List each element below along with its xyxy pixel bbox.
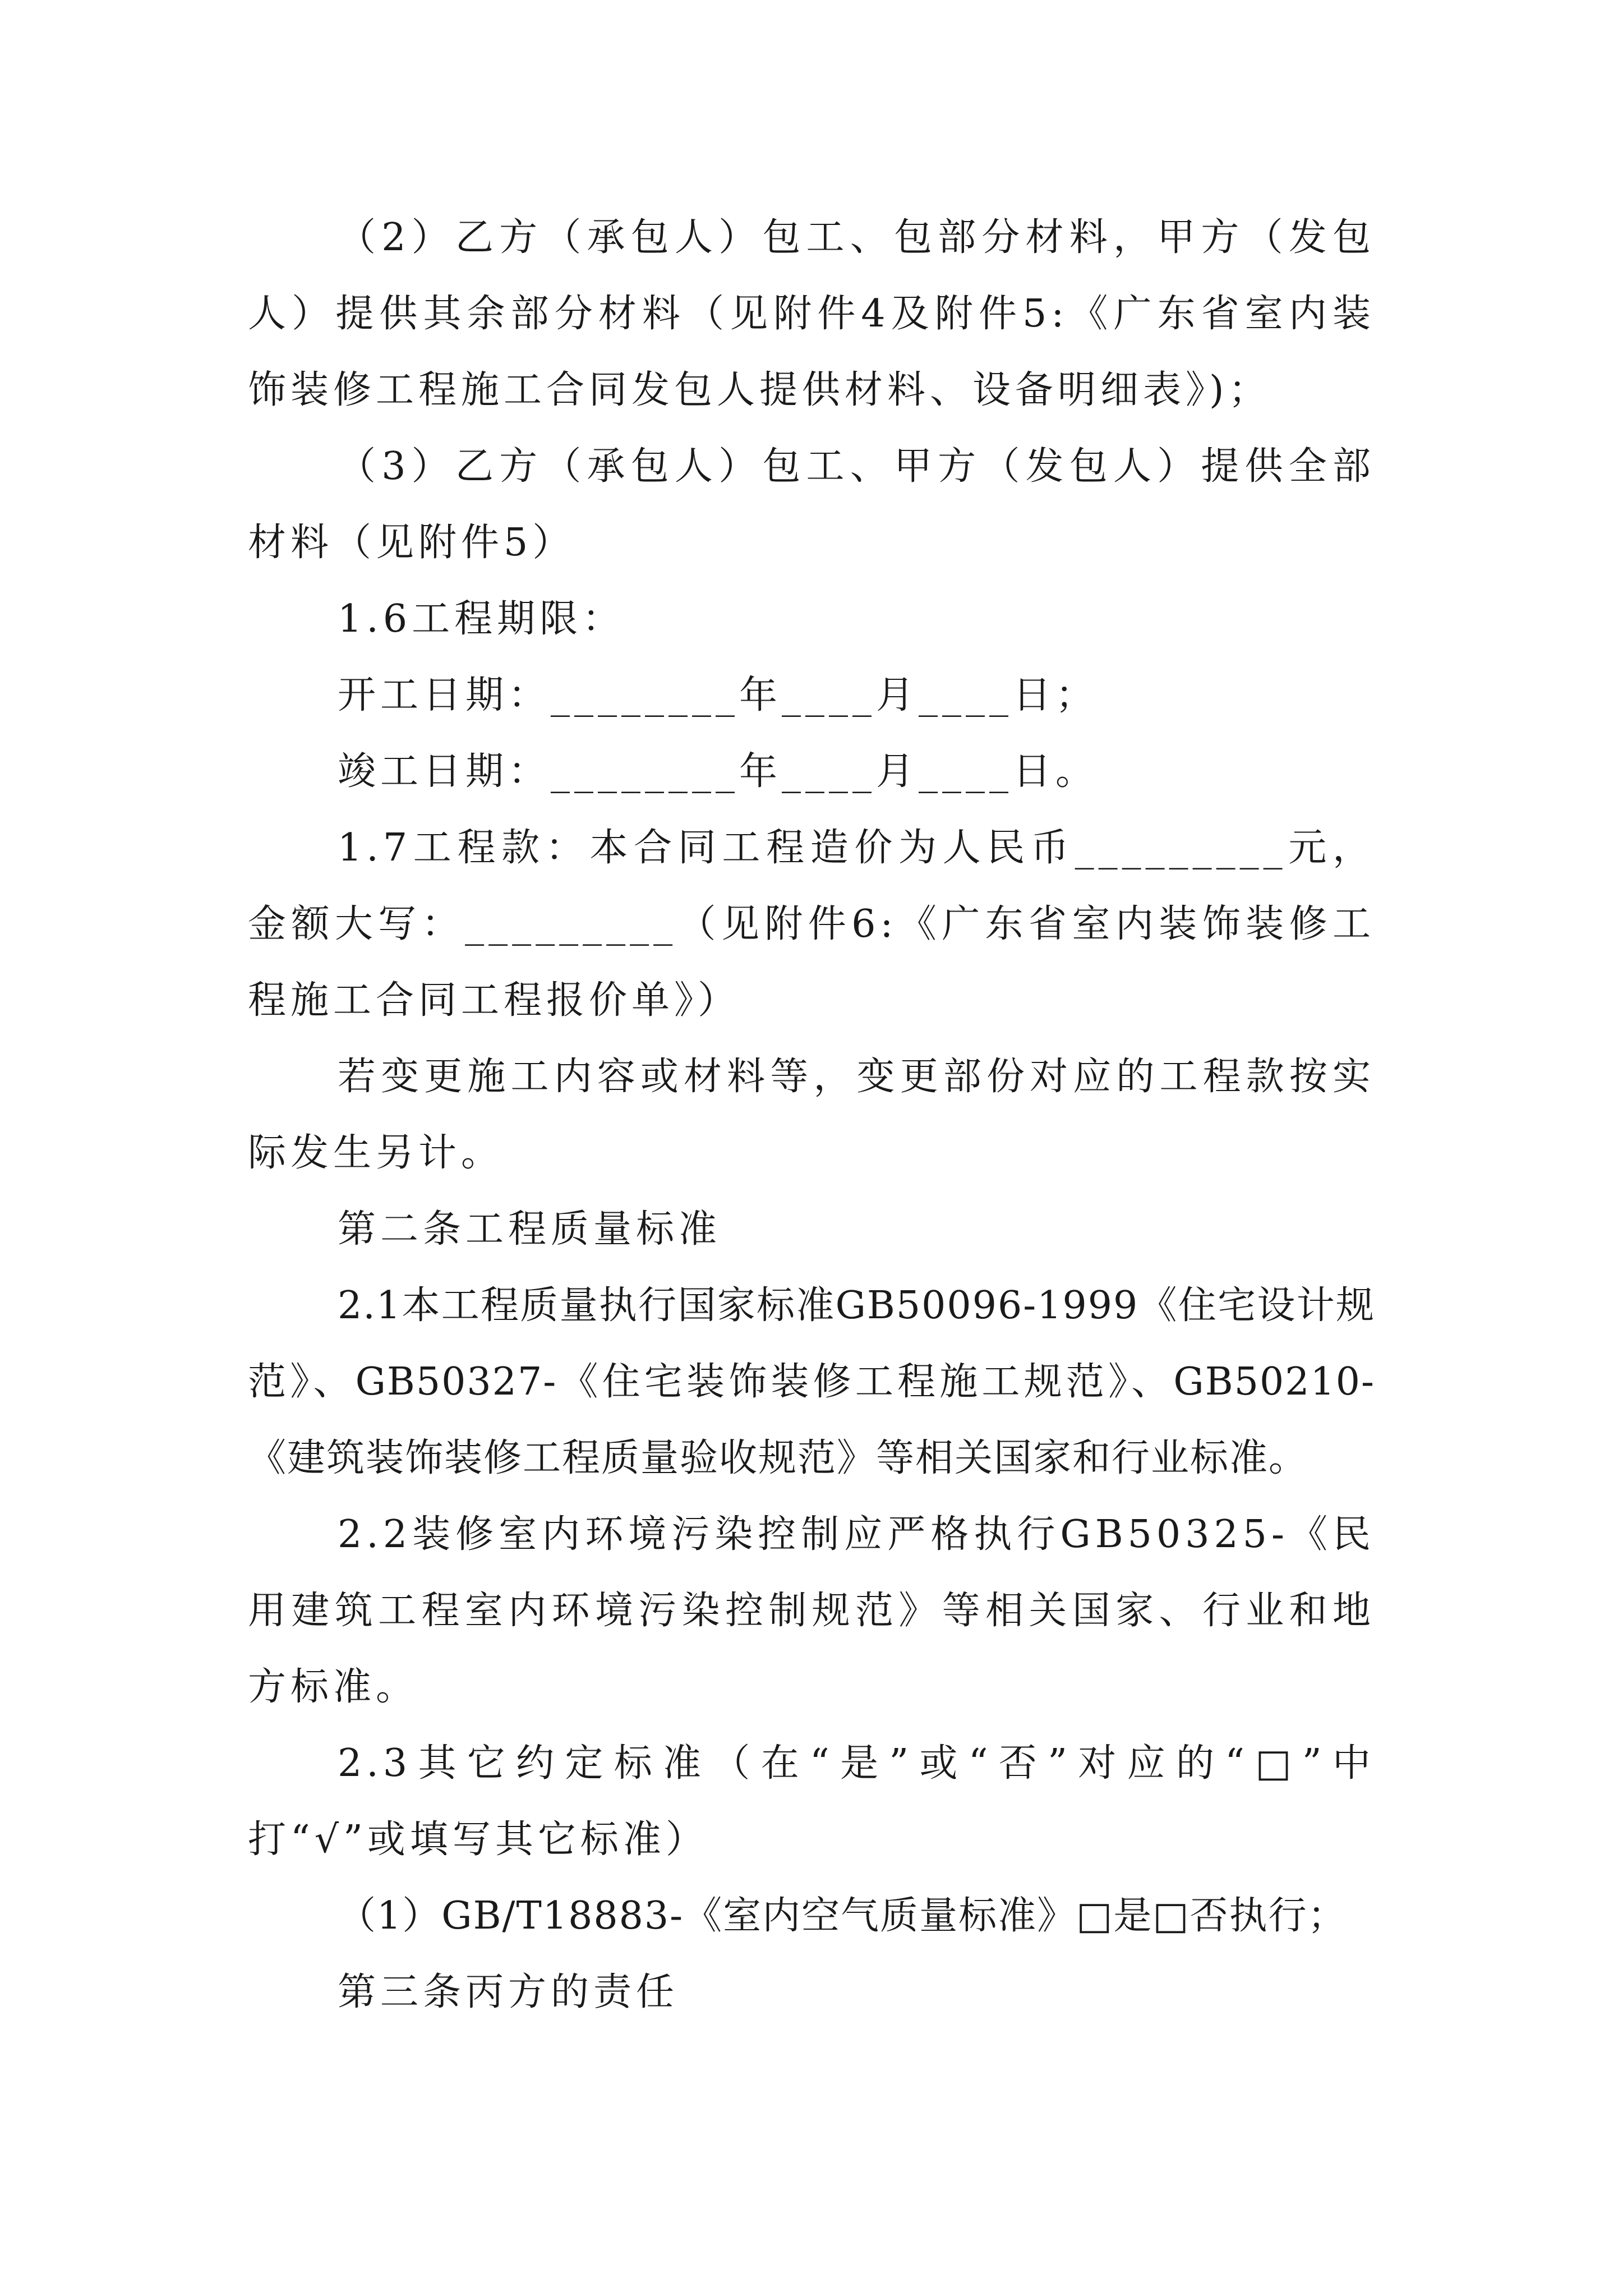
paragraph-project-period-heading: 1.6工程期限： (338, 597, 625, 641)
paragraph-start-date: 开工日期：________年____月____日； (338, 673, 1099, 717)
paragraph-quality-standard-2-3: 2.3其它约定标准（在“是”或“否”对应的“□”中打“√”或填写其它标准） (248, 1741, 1375, 1862)
paragraph-contract-mode-3: （3）乙方（承包人）包工、甲方（发包人）提供全部材料（见附件5） (248, 444, 1375, 565)
heading-article-three: 第三条丙方的责任 (338, 1970, 679, 2014)
paragraph-air-quality-option: （1）GB/T18883-《室内空气质量标准》□是□否执行； (338, 1894, 1347, 1938)
paragraph-project-price: 1.7工程款：本合同工程造价为人民币_________元，金额大写：_________（见附件6:《广东省室内装饰装修工程施工合同工程报价单》） (248, 826, 1375, 1023)
paragraph-contract-mode-2: （2）乙方（承包人）包工、包部分材料，甲方（发包人）提供其余部分材料（见附件4及附件5:《广东省室内装饰装修工程施工合同发包人提供材料、设备明细表》)； (248, 215, 1375, 412)
paragraph-change-note: 若变更施工内容或材料等，变更部份对应的工程款按实际发生另计。 (248, 1055, 1375, 1175)
paragraph-quality-standard-2-1: 2.1本工程质量执行国家标准GB50096-1999《住宅设计规范》、GB50327-《住宅装饰装修工程施工规范》、GB50210-《建筑装饰装修工程质量验收规范》等相关国家和行业标准。 (248, 1283, 1375, 1480)
heading-article-two: 第二条工程质量标准 (338, 1207, 722, 1251)
paragraph-quality-standard-2-2: 2.2装修室内环境污染控制应严格执行GB50325-《民用建筑工程室内环境污染控制规范》等相关国家、行业和地方标准。 (248, 1512, 1375, 1709)
paragraph-completion-date: 竣工日期：________年____月____日。 (338, 749, 1099, 794)
